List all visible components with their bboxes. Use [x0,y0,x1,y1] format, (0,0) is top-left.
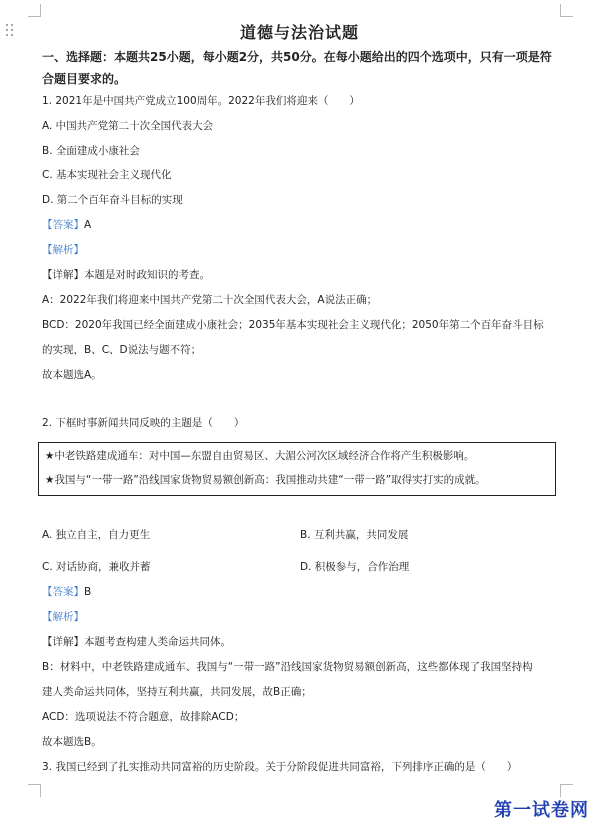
q2-option-b: B. 互利共赢，共同发展 [300,529,409,541]
page-title: 道德与法治试题 [239,23,359,42]
q2-answer [42,585,91,599]
detail-tag: 【详解】 [42,269,84,281]
q3-stem: 3. 我国已经到了扎实推动共同富裕的历史阶段。关于分阶段促进共同富裕，下列排序正确的是（ ） [42,761,518,773]
q2-detail [42,635,231,649]
q2-explanation-line: 建人类命运共同体，坚持互利共赢，共同发展，故B正确； [42,686,312,698]
q2-explanation-line: ACD：选项说法不符合题意，故排除ACD； [42,711,245,723]
q2-explanation-line: B：材料中，中老铁路建成通车、我国与“一带一路”沿线国家货物贸易额创新高，这些都体现了我国坚持构 [42,661,533,673]
q1-stem: 1. 2021年是中国共产党成立100周年。2022年我们将迎来（ ） [42,95,360,107]
q2-option-a: A. 独立自主，自力更生 [42,529,151,541]
answer-value: B [84,586,92,598]
crop-mark-top-right [560,4,573,17]
q1-option-a: A. 中国共产党第二十次全国代表大会 [42,120,214,132]
q1-explanation-line: 故本题选A。 [42,369,102,381]
watermark: 第一试卷网 [494,800,589,821]
section-header: 一、选择题：本题共25小题，每小题2分，共50分。在每小题给出的四个选项中，只有一项是符合题目要求的。 [42,50,552,86]
crop-mark-bottom-left [28,784,41,797]
q1-explanation-line: BCD：2020年我国已经全面建成小康社会；2035年基本实现社会主义现代化；2050年第二个百年奋斗目标 [42,319,544,331]
q2-option-d: D. 积极参与，合作治理 [300,561,410,573]
q2-explanation-line: 故本题选B。 [42,736,102,748]
answer-value: A [84,219,92,231]
answer-tag: 【答案】 [42,219,84,231]
q1-explanation-line: A：2022年我们将迎来中国共产党第二十次全国代表大会，A说法正确； [42,294,378,306]
detail-text: 本题是对时政知识的考查。 [84,269,210,281]
detail-text: 本题考查构建人类命运共同体。 [84,636,231,648]
q1-analysis-tag: 【解析】 [42,244,84,256]
detail-tag: 【详解】 [42,636,84,648]
q2-analysis-tag: 【解析】 [42,611,84,623]
q2-stem: 2. 下框时事新闻共同反映的主题是（ ） [42,417,245,429]
news-item: ★中老铁路建成通车：对中国—东盟自由贸易区、大湄公河次区域经济合作将产生积极影响。 [45,450,475,462]
news-item: ★我国与“一带一路”沿线国家货物贸易额创新高：我国推动共建“一带一路”取得实打实的成就。 [45,474,486,486]
q1-detail [42,268,210,282]
q1-answer [42,218,91,232]
q1-option-b: B. 全面建成小康社会 [42,145,140,157]
answer-tag: 【答案】 [42,586,84,598]
q1-option-c: C. 基本实现社会主义现代化 [42,169,172,181]
crop-mark-top-left [28,4,41,17]
q2-option-c: C. 对话协商，兼收并蓄 [42,561,151,573]
q1-option-d: D. 第二个百年奋斗目标的实现 [42,194,183,206]
q1-explanation-line: 的实现，B、C、D说法与题不符； [42,344,202,356]
news-box [38,442,556,496]
